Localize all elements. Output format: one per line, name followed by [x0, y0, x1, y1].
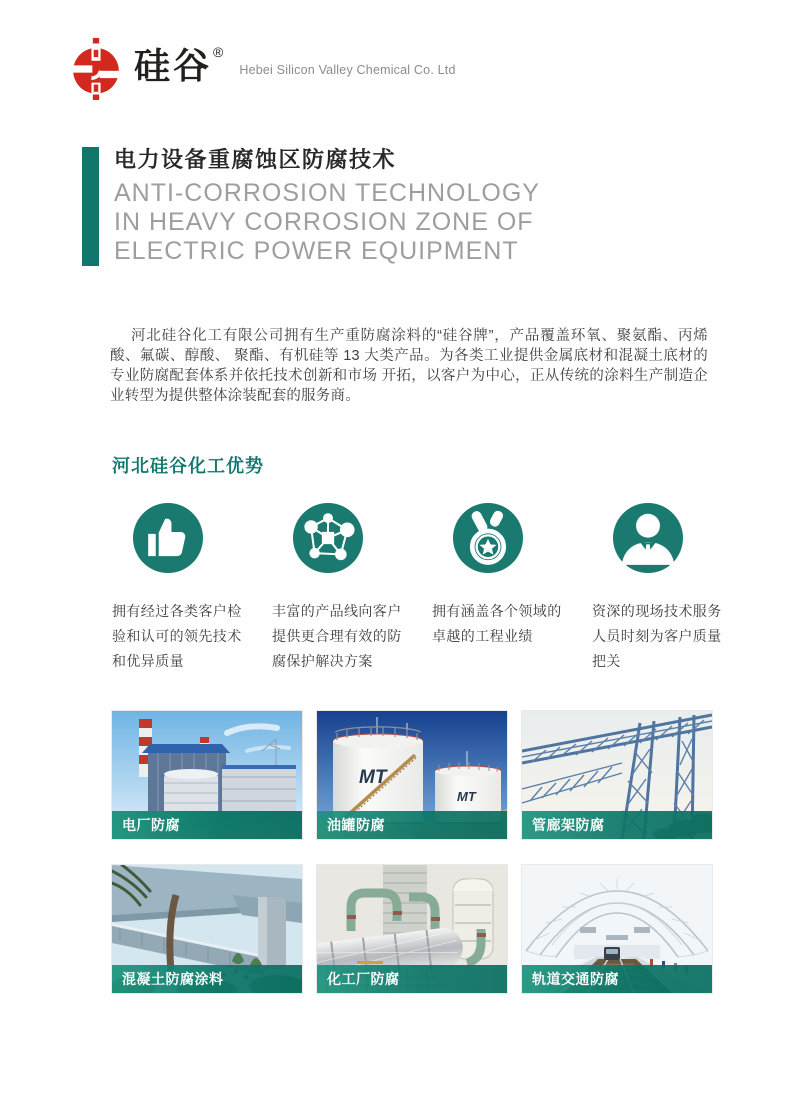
- photo-label: 管廊架防腐: [522, 811, 712, 839]
- title-block: [82, 147, 540, 266]
- photo-label: 化工厂防腐: [317, 965, 507, 993]
- advantage-item-service: [592, 503, 752, 674]
- gallery-card-chemical-plant: [317, 865, 507, 993]
- gallery-card-power-plant: [112, 711, 302, 839]
- gallery-card-concrete-bridge: [112, 865, 302, 993]
- gallery-card-pipe-rack: [522, 711, 712, 839]
- page-title-zh: 电力设备重腐蚀区防腐技术: [114, 147, 397, 172]
- person-icon: [613, 503, 683, 573]
- advantage-text: 资深的现场技术服务人员时刻为客户质量把关: [592, 603, 722, 669]
- gallery-card-rail-transit: [522, 865, 712, 993]
- advantage-text: 拥有涵盖各个领域的卓越的工程业绩: [432, 603, 562, 644]
- advantage-item-quality: [112, 503, 272, 674]
- page-title-en-line3: ELECTRIC POWER EQUIPMENT: [114, 237, 519, 266]
- silicon-valley-logo-icon: [68, 38, 124, 100]
- page-title-en-line2: IN HEAVY CORROSION ZONE OF: [114, 208, 534, 237]
- advantage-item-achievements: [432, 503, 592, 674]
- advantage-text: 丰富的产品线向客户提供更合理有效的防腐保护解决方案: [272, 603, 402, 669]
- title-accent-bar: [82, 147, 99, 266]
- company-name-en: Hebei Silicon Valley Chemical Co. Ltd: [239, 63, 456, 77]
- photo-label: 混凝土防腐涂料: [112, 965, 302, 993]
- intro-paragraph: 河北硅谷化工有限公司拥有生产重防腐涂料的“硅谷牌”，产品覆盖环氧、聚氨酯、丙烯酸、氟碳、醇酸、 聚酯、有机硅等 13 大类产品。为各类工业提供金属底材和混凝土底材的专业防腐配套体系并依托技术创新和市场 开拓，以客户为中心，正从传统的涂料生产制造企业转型为提供整体涂装配套的服务商。: [110, 327, 708, 404]
- tank-logo-text: MT: [359, 767, 387, 788]
- medal-icon: [453, 503, 523, 573]
- advantage-text: 拥有经过各类客户检验和认可的领先技术和优异质量: [112, 603, 242, 669]
- page-title-en-line1: ANTI-CORROSION TECHNOLOGY: [114, 179, 540, 208]
- thumbs-up-icon: [133, 503, 203, 573]
- photo-label: 油罐防腐: [317, 811, 507, 839]
- advantage-item-products: [272, 503, 432, 674]
- advantages-section-title: 河北硅谷化工优势: [112, 456, 264, 476]
- brand-name: 硅谷: [134, 45, 213, 86]
- registered-mark: ®: [213, 44, 224, 60]
- photo-label: 轨道交通防腐: [522, 965, 712, 993]
- logo-block: [68, 38, 456, 100]
- tank-logo-text: MT: [457, 789, 476, 804]
- gallery-card-oil-tank: [317, 711, 507, 839]
- project-gallery: [112, 711, 712, 993]
- network-icon: [293, 503, 363, 573]
- photo-label: 电厂防腐: [112, 811, 302, 839]
- advantages-row: [112, 503, 752, 674]
